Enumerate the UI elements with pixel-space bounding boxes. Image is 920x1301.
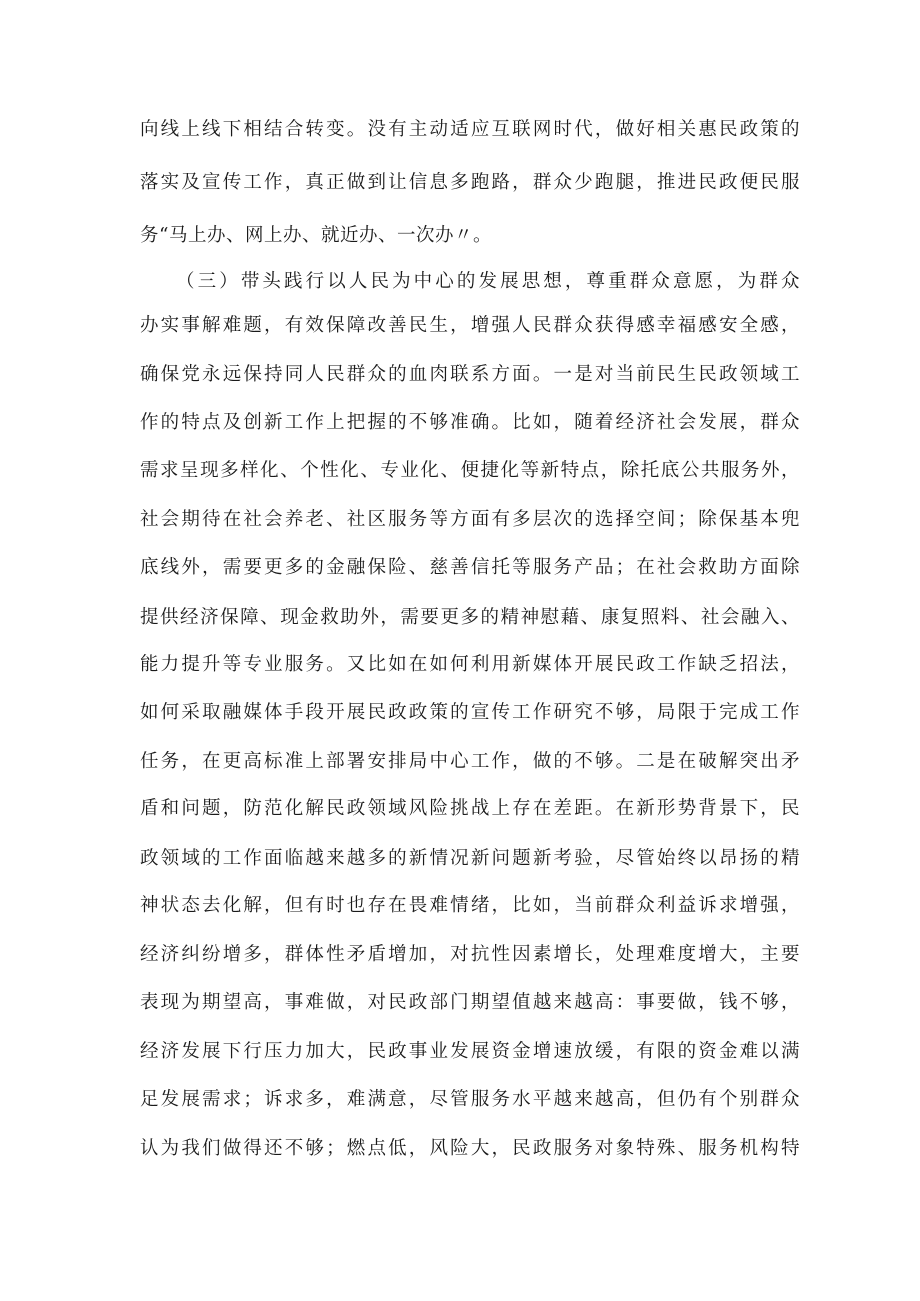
- text-line: 底线外，需要更多的金融保险、慈善信托等服务产品；在社会救助方面除: [140, 557, 800, 578]
- text-line: 确保党永远保持同人民群众的血肉联系方面。一是对当前民生民政领域工: [140, 364, 800, 385]
- text-line: 向线上线下相结合转变。没有主动适应互联网时代，做好相关惠民政策的: [140, 119, 800, 140]
- text-line: 认为我们做得还不够；燃点低，风险大，民政服务对象特殊、服务机构特: [140, 1138, 800, 1159]
- text-line: 任务，在更高标准上部署安排局中心工作，做的不够。二是在破解突出矛: [140, 751, 800, 772]
- text-line: 神状态去化解，但有时也存在畏难情绪，比如，当前群众利益诉求增强，: [140, 895, 800, 916]
- text-line: 作的特点及创新工作上把握的不够准确。比如，随着经济社会发展，群众: [140, 412, 800, 433]
- text-line: 经济发展下行压力加大，民政事业发展资金增速放缓，有限的资金难以满: [140, 1041, 800, 1062]
- text-line: 提供经济保障、现金救助外，需要更多的精神慰藉、康复照料、社会融入、: [140, 607, 800, 628]
- text-line: 足发展需求；诉求多，难满意，尽管服务水平越来越高，但仍有个别群众: [140, 1089, 800, 1110]
- text-line: 务“马上办、网上办、就近办、一次办〃。: [140, 225, 492, 246]
- text-line: 办实事解难题，有效保障改善民生，增强人民群众获得感幸福感安全感，: [140, 315, 800, 336]
- text-line: 落实及宣传工作，真正做到让信息多跑路，群众少跑腿，推进民政便民服: [140, 172, 800, 193]
- text-line: 能力提升等专业服务。又比如在如何利用新媒体开展民政工作缺乏招法，: [140, 654, 800, 675]
- text-line: 政领域的工作面临越来越多的新情况新问题新考验，尽管始终以昂扬的精: [140, 848, 800, 869]
- text-line: 经济纠纷增多，群体性矛盾增加，对抗性因素增长，处理难度增大，主要: [140, 944, 800, 965]
- paragraph-first-line: （三）带头践行以人民为中心的发展思想，尊重群众意愿，为群众: [176, 271, 800, 292]
- text-line: 盾和问题，防范化解民政领域风险挑战上存在差距。在新形势背景下，民: [140, 798, 800, 819]
- text-line: 需求呈现多样化、个性化、专业化、便捷化等新特点，除托底公共服务外，: [140, 460, 800, 481]
- text-line: 社会期待在社会养老、社区服务等方面有多层次的选择空间；除保基本兜: [140, 509, 800, 530]
- text-line: 如何采取融媒体手段开展民政政策的宣传工作研究不够，局限于完成工作: [140, 702, 800, 723]
- text-line: 表现为期望高，事难做，对民政部门期望值越来越高：事要做，钱不够，: [140, 992, 800, 1013]
